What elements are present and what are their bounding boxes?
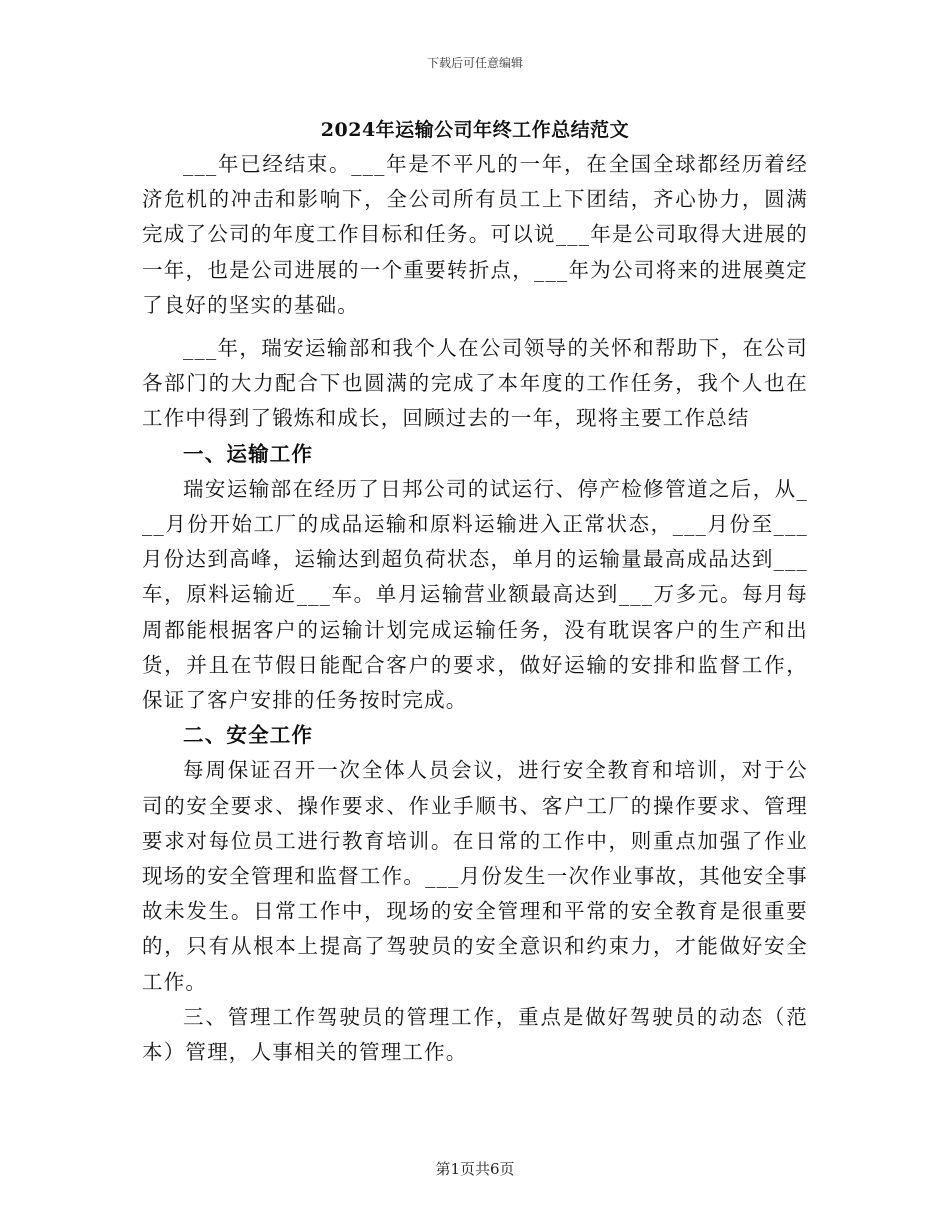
paragraph-overview: ___年，瑞安运输部和我个人在公司领导的关怀和帮助下，在公司各部门的大力配合下也圆满的完成了本年度的工作任务，我个人也在工作中得到了锻炼和成长，回顾过去的一年，现将主要工作总结: [142, 336, 808, 431]
paragraph-safety: 每周保证召开一次全体人员会议，进行安全教育和培训，对于公司的安全要求、操作要求、作业手顺书、客户工厂的操作要求、管理要求对每位员工进行教育培训。在日常的工作中，则重点加强了作业现场的安全管理和监督工作。___月份发生一次作业事故，其他安全事故未发生。日常工作中，现场的安全管理和平常的安全教育是很重要的，只有从根本上提高了驾驶员的安全意识和约束力，才能做好安全工作。: [142, 758, 808, 994]
page-header-note: 下载后可任意编辑: [426, 56, 523, 70]
page-number-footer: 第1页共6页: [435, 1160, 515, 1178]
section-heading-safety: 二、安全工作: [183, 723, 314, 748]
document-body: [142, 147, 808, 1070]
section-heading-transport: 一、运输工作: [183, 441, 314, 466]
document-title: 2024年运输公司年终工作总结范文: [320, 119, 630, 141]
paragraph-transport: 瑞安运输部在经历了日邦公司的试运行、停产检修管道之后，从___月份开始工厂的成品运输和原料运输进入正常状态，___月份至___月份达到高峰，运输达到超负荷状态，单月的运输量最高成品达到___车，原料运输近___车。单月运输营业额最高达到___万多元。每月每周都能根据客户的运输计划完成运输任务，没有耽误客户的生产和出货，并且在节假日能配合客户的要求，做好运输的安排和监督工作，保证了客户安排的任务按时完成。: [142, 476, 808, 713]
paragraph-intro: ___年已经结束。___年是不平凡的一年，在全国全球都经历着经济危机的冲击和影响下，全公司所有员工上下团结，齐心协力，圆满完成了公司的年度工作目标和任务。可以说___年是公司取得大进展的一年，也是公司进展的一个重要转折点，___年为公司将来的进展奠定了良好的坚实的基础。: [142, 152, 808, 317]
paragraph-management: 三、管理工作驾驶员的管理工作，重点是做好驾驶员的动态（范本）管理，人事相关的管理工作。: [142, 1004, 808, 1065]
